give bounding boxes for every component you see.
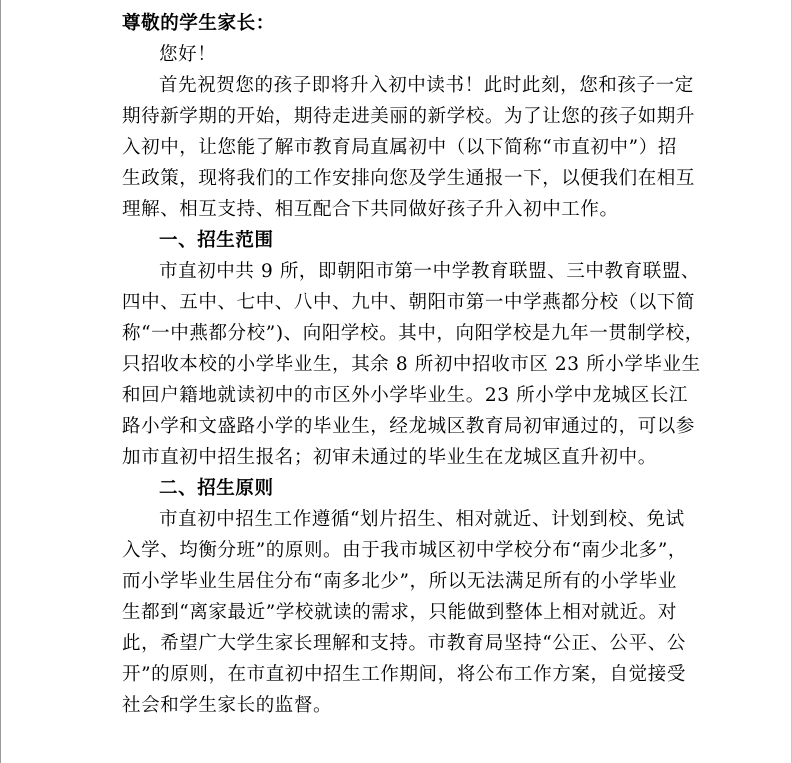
paragraph-line: 市直初中招生工作遵循“划片招生、相对就近、计划到校、免试 <box>159 509 685 530</box>
paragraph-line: 市直初中共 9 所，即朝阳市第一中学教育联盟、三中教育联盟、 <box>159 261 701 282</box>
paragraph-line: 和回户籍地就读初中的市区外小学毕业生。23 所小学中龙城区长江 <box>122 385 689 406</box>
paragraph-line: 此，希望广大学生家长理解和支持。市教育局坚持“公正、公平、公 <box>122 633 686 654</box>
paragraph-line: 理解、相互支持、相互配合下共同做好孩子升入初中工作。 <box>122 199 619 220</box>
page-left-border <box>0 0 1 763</box>
document-body <box>122 8 704 721</box>
paragraph-line: 社会和学生家长的监督。 <box>122 695 333 716</box>
paragraph-line: 生政策，现将我们的工作安排向您及学生通报一下，以便我们在相互 <box>122 168 696 189</box>
paragraph-line: 生都到“离家最近”学校就读的需求，只能做到整体上相对就近。对 <box>122 602 677 623</box>
greeting: 您好！ <box>159 44 217 65</box>
paragraph-line: 四中、五中、七中、八中、九中、朝阳市第一中学燕都分校（以下简 <box>122 292 696 313</box>
paragraph-line: 期待新学期的开始，期待走进美丽的新学校。为了让您的孩子如期升 <box>122 106 696 127</box>
paragraph-line: 而小学毕业生居住分布“南多北少”，所以无法满足所有的小学毕业 <box>122 571 677 592</box>
paragraph-line: 首先祝贺您的孩子即将升入初中读书！此时此刻，您和孩子一定 <box>159 75 694 96</box>
paragraph-line: 开”的原则，在市直初中招生工作期间，将公布工作方案，自觉接受 <box>122 664 686 685</box>
paragraph-line: 路小学和文盛路小学的毕业生，经龙城区教育局初审通过的，可以参 <box>122 416 696 437</box>
paragraph-line: 入初中，让您能了解市教育局直属初中（以下简称“市直初中”）招 <box>122 137 677 158</box>
paragraph-line: 只招收本校的小学毕业生，其余 8 所初中招收市区 23 所小学毕业生 <box>122 354 701 375</box>
section-heading-principles: 二、招生原则 <box>159 478 274 499</box>
paragraph-line: 入学、均衡分班”的原则。由于我市城区初中学校分布“南少北多”， <box>122 540 687 561</box>
paragraph-line: 称“一中燕都分校”)、向阳学校。其中，向阳学校是九年一贯制学校， <box>122 323 704 344</box>
salutation: 尊敬的学生家长： <box>122 13 275 34</box>
section-heading-scope: 一、招生范围 <box>159 230 274 251</box>
paragraph-line: 加市直初中招生报名；初审未通过的毕业生在龙城区直升初中。 <box>122 447 657 468</box>
